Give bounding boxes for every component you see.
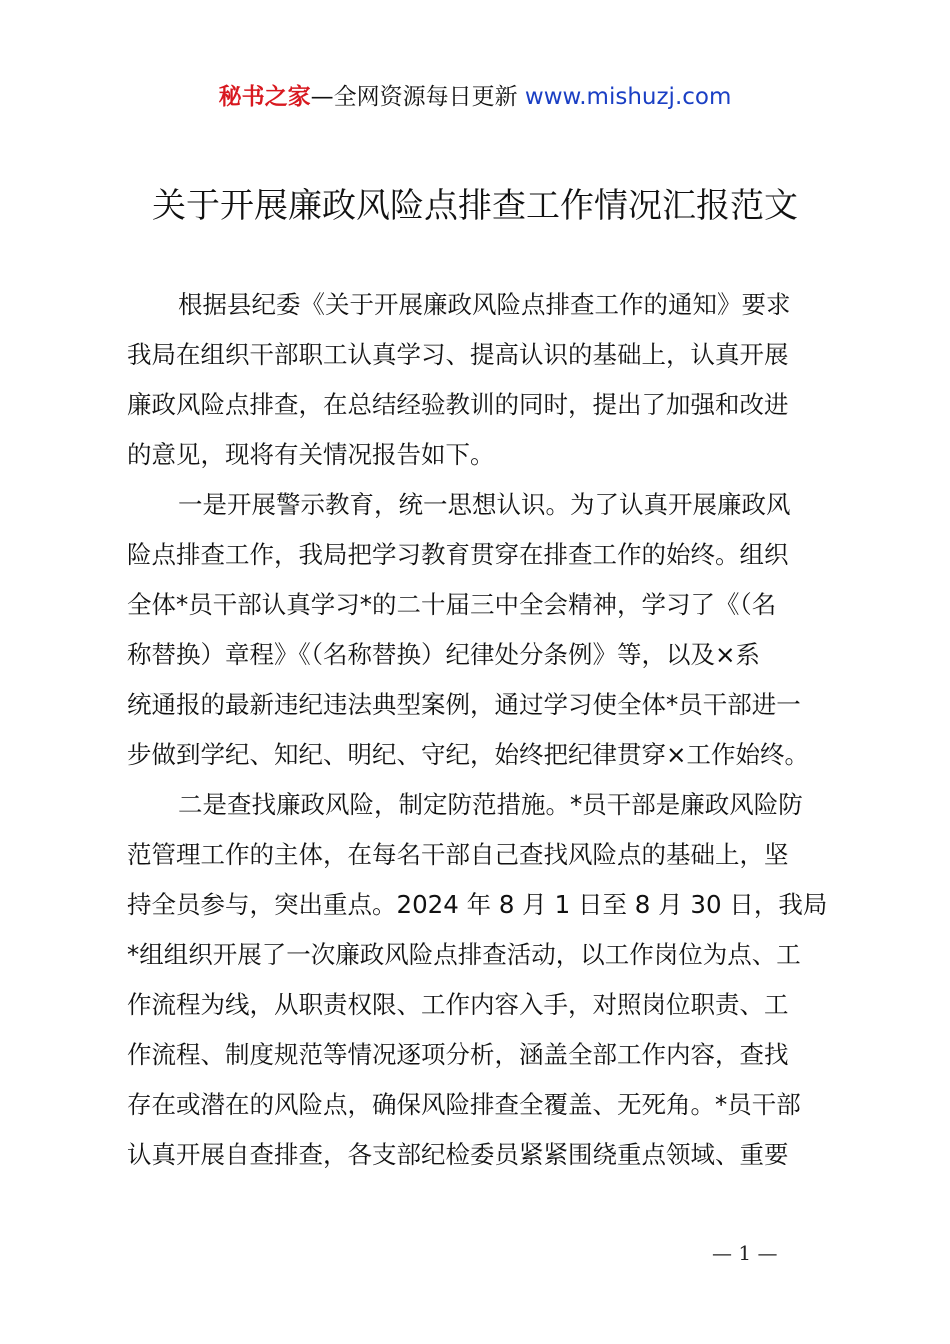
paragraph-line: 廉政风险点排查，在总结经验教训的同时，提出了加强和改进 <box>127 390 789 419</box>
paragraph-line: 险点排查工作，我局把学习教育贯穿在排查工作的始终。组织 <box>127 540 789 569</box>
paragraph-line: 全体*员干部认真学习*的二十届三中全会精神，学习了《（名 <box>127 590 777 619</box>
paragraph-line: 步做到学纪、知纪、明纪、守纪，始终把纪律贯穿×工作始终。 <box>127 740 810 769</box>
paragraph-line: 二是查找廉政风险，制定防范措施。*员干部是廉政风险防 <box>178 790 803 819</box>
site-url-link[interactable]: www.mishuzj.com <box>524 84 732 110</box>
paragraph-line: 作流程为线，从职责权限、工作内容入手，对照岗位职责、工 <box>127 990 789 1019</box>
header-tagline: —全网资源每日更新 <box>310 84 518 110</box>
paragraph-line: 持全员参与，突出重点。2024 年 8 月 1 日至 8 月 30 日，我局 <box>127 890 828 919</box>
document-title: 关于开展廉政风险点排查工作情况汇报范文 <box>152 186 798 226</box>
paragraph-line: 存在或潜在的风险点，确保风险排查全覆盖、无死角。*员干部 <box>127 1090 801 1119</box>
paragraph-line: *组组织开展了一次廉政风险点排查活动，以工作岗位为点、工 <box>127 940 801 969</box>
brand-name: 秘书之家 <box>218 84 311 110</box>
paragraph-line: 认真开展自查排查，各支部纪检委员紧紧围绕重点领域、重要 <box>127 1140 789 1169</box>
paragraph-line: 的意见，现将有关情况报告如下。 <box>127 440 495 469</box>
paragraph-line: 统通报的最新违纪违法典型案例，通过学习使全体*员干部进一 <box>127 690 801 719</box>
paragraph-line: 范管理工作的主体，在每名干部自己查找风险点的基础上，坚 <box>127 840 789 869</box>
paragraph-line: 一是开展警示教育，统一思想认识。为了认真开展廉政风 <box>178 490 791 519</box>
paragraph-line: 我局在组织干部职工认真学习、提高认识的基础上，认真开展 <box>127 340 789 369</box>
paragraph-line: 根据县纪委《关于开展廉政风险点排查工作的通知》要求 <box>178 290 791 319</box>
paragraph-line: 作流程、制度规范等情况逐项分析，涵盖全部工作内容，查找 <box>127 1040 789 1069</box>
page-number: — 1 — <box>712 1241 778 1265</box>
paragraph-line: 称替换）章程》《（名称替换）纪律处分条例》等，以及×系 <box>127 640 761 669</box>
site-header <box>0 80 950 114</box>
document-body <box>127 280 837 1180</box>
